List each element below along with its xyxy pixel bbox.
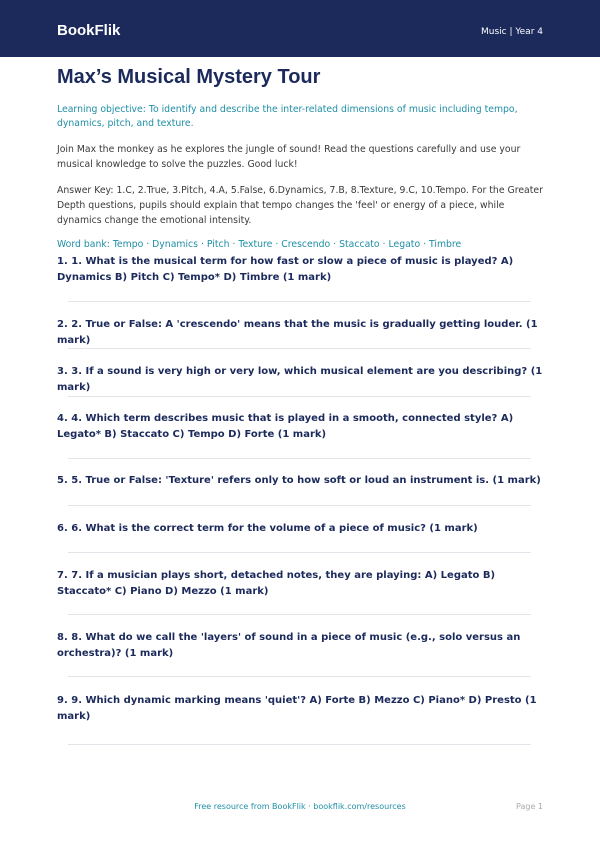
header-bar [0,0,600,57]
intro-text: Join Max the monkey as he explores the jungle of sound! Read the questions carefully and use your musical knowledge to solve the puzzles. Good luck! [57,144,521,170]
question-7: 7. 7. If a musician plays short, detached notes, they are playing: A) Legato B) Staccato* C) Piano D) Mezzo (1 mark) [57,570,496,597]
answer-line-8 [68,676,531,677]
question-2: 2. 2. True or False: A 'crescendo' means that the music is gradually getting louder. (1 mark) [57,319,538,346]
question-8: 8. 8. What do we call the 'layers' of sound in a piece of music (e.g., solo versus an orchestra)? (1 mark) [57,632,521,659]
answer-line-5 [68,505,531,506]
question-1: 1. 1. What is the musical term for how fast or slow a piece of music is played? A) Dynamics B) Pitch C) Tempo* D) Timbre (1 mark) [57,256,514,283]
question-6: 6. 6. What is the correct term for the volume of a piece of music? (1 mark) [57,523,478,534]
answer-line-2 [68,348,531,349]
question-5: 5. 5. True or False: 'Texture' refers only to how soft or loud an instrument is. (1 mark) [57,475,541,486]
answer-line-6 [68,552,531,553]
answer-line-7 [68,614,531,615]
answer-line-1 [68,301,531,302]
intro-section [57,66,543,252]
page-number: Page 1 [516,802,543,811]
page-title: Max’s Musical Mystery Tour [57,66,321,88]
footer-link[interactable]: Free resource from BookFlik · bookflik.com/resources [194,802,406,811]
answer-line-4 [68,458,531,459]
answer-line-3 [68,396,531,397]
learning-objective: Learning objective: To identify and describe the inter-related dimensions of music including tempo, dynamics, pitch, and texture. [57,104,518,129]
answer-key: Answer Key: 1.C, 2.True, 3.Pitch, 4.A, 5.False, 6.Dynamics, 7.B, 8.Texture, 9.C, 10.Tempo. For the Greater Depth questions, pupils should explain that tempo changes the 'feel' or energy of a piece, while dynamics change the emotional intensity. [57,185,543,226]
word-bank: Word bank: Tempo · Dynamics · Pitch · Texture · Crescendo · Staccato · Legato · Timbre [57,239,462,250]
answer-line-9 [68,744,531,745]
question-9: 9. 9. Which dynamic marking means 'quiet'? A) Forte B) Mezzo C) Piano* D) Presto (1 mark) [57,695,537,722]
question-3: 3. 3. If a sound is very high or very low, which musical element are you describing? (1 mark) [57,366,543,393]
question-4: 4. 4. Which term describes music that is played in a smooth, connected style? A) Legato* B) Staccato C) Tempo D) Forte (1 mark) [57,413,514,440]
brand-logo[interactable]: BookFlik [57,22,121,39]
subject-year: Music | Year 4 [480,27,543,37]
